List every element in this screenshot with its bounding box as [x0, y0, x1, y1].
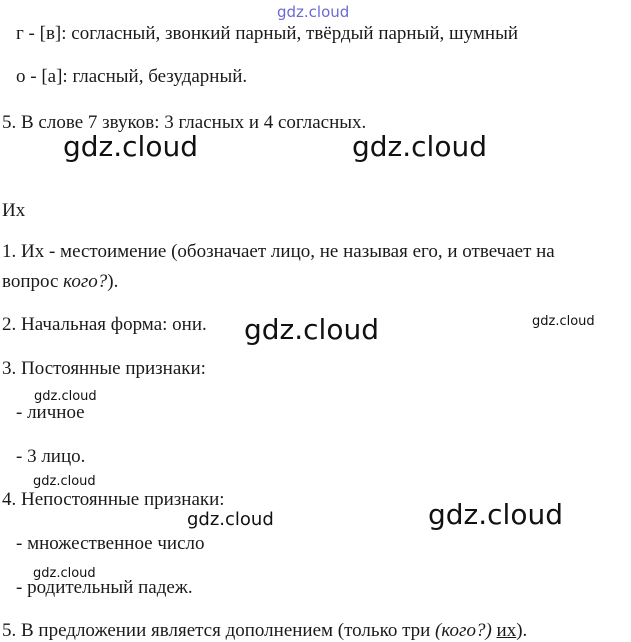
- watermark: gdz.cloud: [428, 498, 563, 531]
- text-line: - родительный падеж.: [16, 577, 193, 598]
- watermark: gdz.cloud: [244, 313, 379, 346]
- text-line: 1. Их - местоимение (обозначает лицо, не называя его, и отвечает на: [2, 241, 555, 262]
- watermark: gdz.cloud: [33, 474, 96, 489]
- underlined-text: их: [496, 620, 517, 641]
- italic-text: (кого?): [435, 620, 492, 641]
- text-line: Их: [2, 200, 26, 221]
- text-span: вопрос: [2, 271, 64, 292]
- watermark: gdz.cloud: [352, 130, 487, 163]
- text-span: 5. В предложении является дополнением (только три: [2, 620, 436, 641]
- text-line: 5. В слове 7 звуков: 3 гласных и 4 согласных.: [2, 112, 367, 133]
- text-line: - личное: [16, 402, 85, 423]
- watermark: gdz.cloud: [187, 509, 274, 530]
- text-line: о - [а]: гласный, безударный.: [16, 66, 248, 87]
- watermark: gdz.cloud: [34, 389, 97, 404]
- italic-text: кого?: [63, 271, 108, 292]
- text-line: 3. Постоянные признаки:: [2, 358, 206, 379]
- watermark: gdz.cloud: [63, 130, 198, 163]
- text-line: 4. Непостоянные признаки:: [2, 489, 225, 510]
- watermark: gdz.cloud: [33, 566, 96, 581]
- text-line: [2, 271, 118, 293]
- text-line: 2. Начальная форма: они.: [2, 314, 207, 335]
- text-line: - 3 лицо.: [16, 446, 86, 467]
- watermark: gdz.cloud: [532, 314, 595, 329]
- watermark: gdz.cloud: [277, 3, 350, 21]
- text-line: [2, 620, 527, 642]
- text-line: г - [в]: согласный, звонкий парный, твёрдый парный, шумный: [16, 23, 519, 44]
- text-span: ).: [516, 620, 528, 641]
- text-span: ).: [107, 271, 119, 292]
- text-line: - множественное число: [16, 533, 205, 554]
